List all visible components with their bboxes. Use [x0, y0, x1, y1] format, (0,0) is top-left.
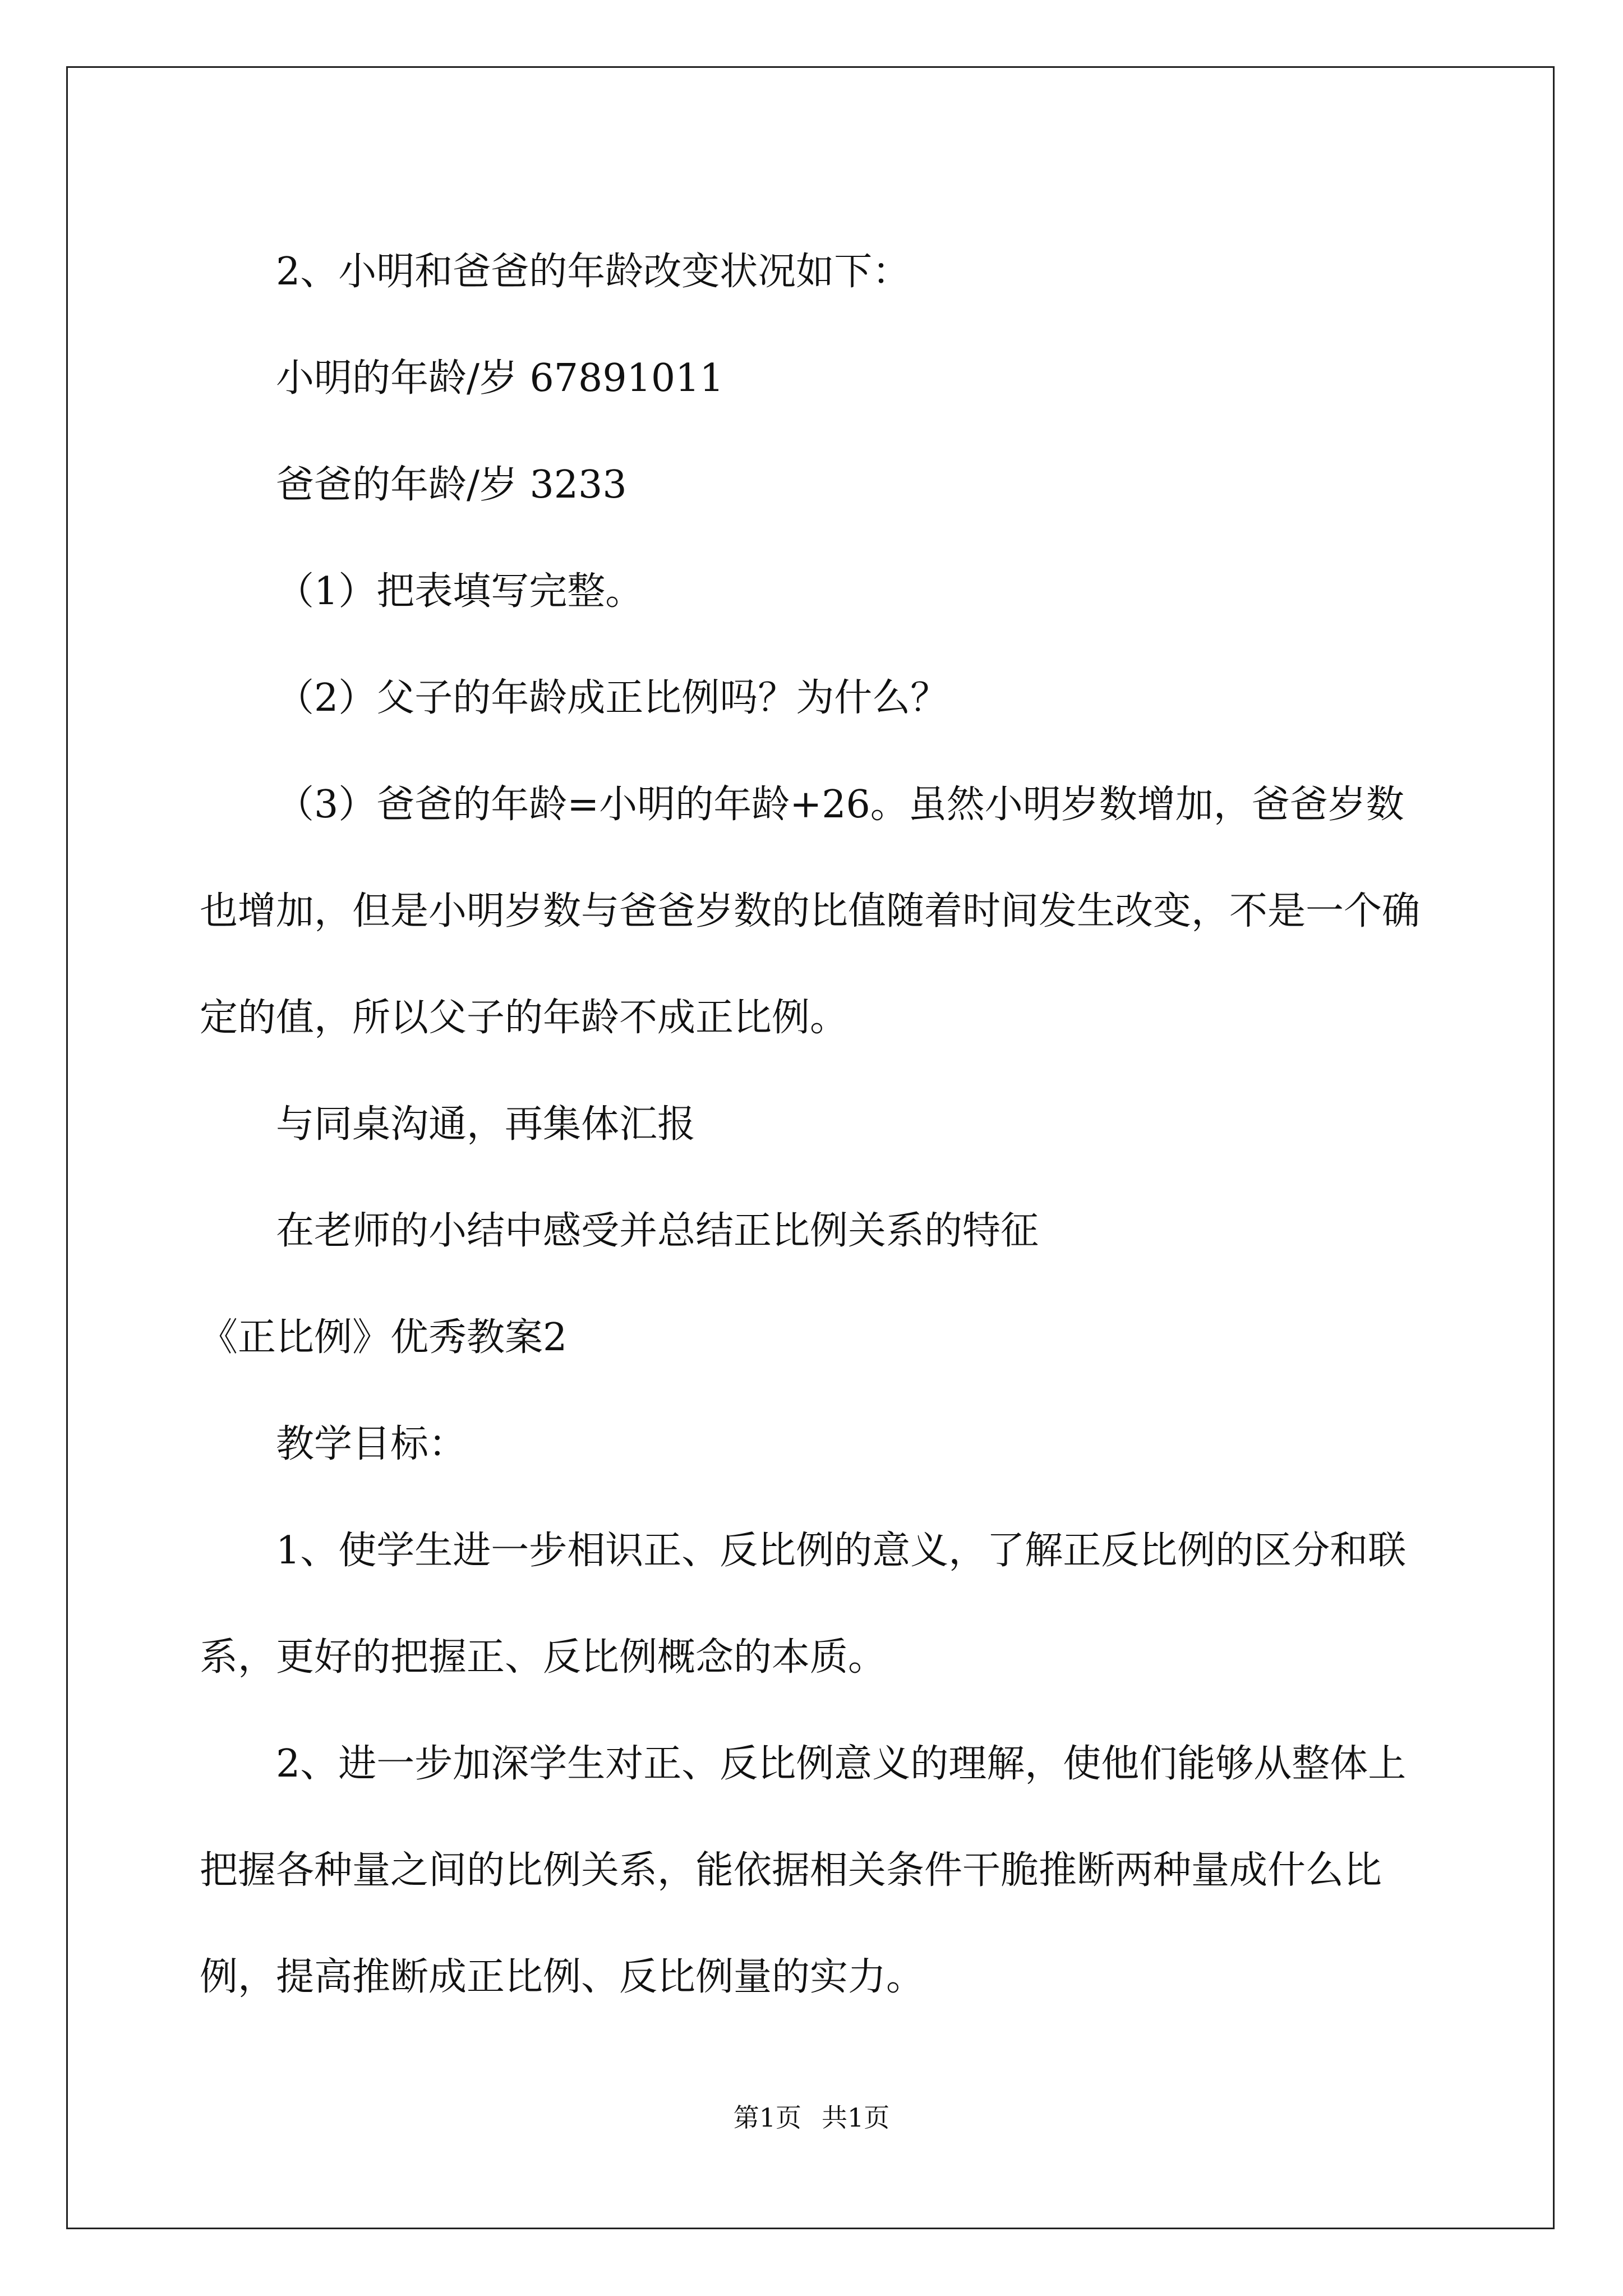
page-footer [0, 2101, 1623, 2134]
section-heading: 《正比例》优秀教案2 [200, 1315, 568, 1360]
paragraph: （1）把表填写完整。 [276, 569, 644, 614]
paragraph: 1、使学生进一步相识正、反比例的意义，了解正反比例的区分和联系，更好的把握正、反比例概念的本质。 [200, 1529, 1407, 1680]
paragraph: （2）父子的年龄成正比例吗？为什么？ [276, 676, 949, 720]
paragraph: 2、小明和爸爸的年龄改变状况如下： [276, 250, 911, 294]
page-number: 第1页 [733, 2102, 801, 2133]
document-body [200, 219, 1426, 2031]
paragraph: 在老师的小结中感受并总结正比例关系的特征 [276, 1209, 1039, 1253]
paragraph: （3）爸爸的年龄=小明的年龄+26。虽然小明岁数增加，爸爸岁数也增加，但是小明岁数与爸爸岁数的比值随着时间发生改变，不是一个确定的值，所以父子的年龄不成正比例。 [200, 783, 1421, 1040]
paragraph: 与同桌沟通，再集体汇报 [276, 1102, 696, 1147]
paragraph: 小明的年龄/岁 67891011 [276, 356, 724, 401]
paragraph: 爸爸的年龄/岁 3233 [276, 463, 627, 507]
page-total: 共1页 [822, 2102, 890, 2133]
paragraph: 2、进一步加深学生对正、反比例意义的理解，使他们能够从整体上把握各种量之间的比例关系，能依据相关条件干脆推断两种量成什么比例，提高推断成正比例、反比例量的实力。 [200, 1742, 1407, 1999]
paragraph: 教学目标： [276, 1422, 467, 1466]
